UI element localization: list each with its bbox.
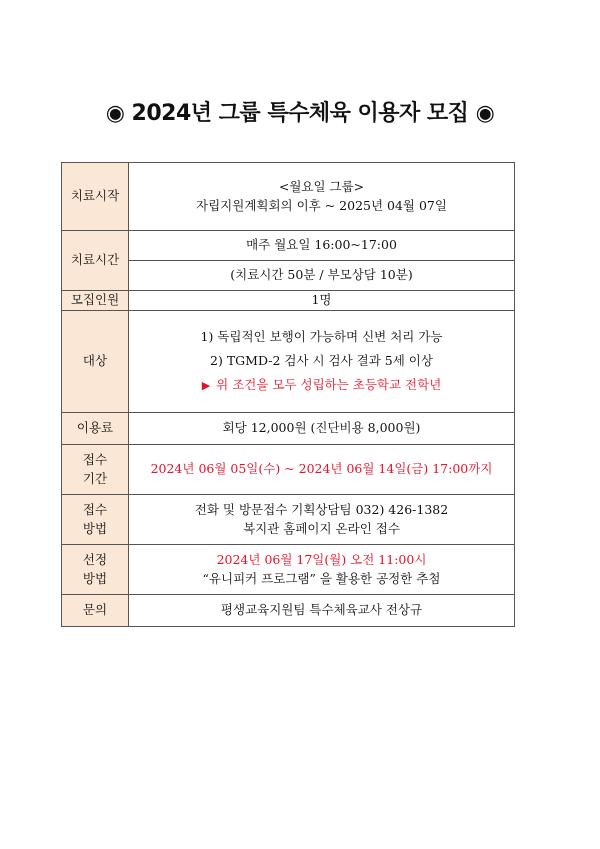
triangle-right-icon: ▶: [201, 379, 211, 392]
value-time-schedule: 매주 월요일 16:00~17:00: [129, 231, 515, 261]
value-select: [129, 545, 515, 595]
target-summary-text: 위 조건을 모두 성립하는 초등학교 전학년: [216, 377, 442, 392]
table-row: [62, 291, 515, 311]
value-contact: 평생교육지원팀 특수체육교사 전상규: [129, 595, 515, 627]
label-select: 선정 방법: [62, 545, 129, 595]
method-phone: 전화 및 방문접수 기획상담팀 032) 426-1382: [194, 502, 449, 518]
table-row: [62, 495, 515, 545]
start-period: 자립지원계획회의 이후 ~ 2025년 04월 07일: [196, 197, 447, 213]
label-period: 접수 기간: [62, 445, 129, 495]
label-fee: 이용료: [62, 413, 129, 445]
label-time: 치료시간: [62, 231, 129, 291]
table-row: [62, 311, 515, 413]
value-start: [129, 163, 515, 231]
label-people: 모집인원: [62, 291, 129, 311]
value-time-detail: (치료시간 50분 / 부모상담 10분): [129, 261, 515, 291]
table-row: [62, 445, 515, 495]
table-row: [62, 595, 515, 627]
value-period: 2024년 06월 05일(수) ~ 2024년 06월 14일(금) 17:00까지: [129, 445, 515, 495]
start-group: <월요일 그룹>: [278, 179, 365, 195]
table-row: [62, 545, 515, 595]
target-condition-1: 1) 독립적인 보행이 가능하며 신변 처리 가능: [200, 329, 443, 344]
label-target: 대상: [62, 311, 129, 413]
target-condition-2: 2) TGMD-2 검사 시 검사 결과 5세 이상: [210, 353, 433, 368]
select-method: “유니피커 프로그램” 을 활용한 공정한 추첨: [202, 570, 441, 586]
info-table: [61, 162, 515, 627]
value-target: [129, 311, 515, 413]
value-fee: 회당 12,000원 (진단비용 8,000원): [129, 413, 515, 445]
page-title: ◉ 2024년 그룹 특수체육 이용자 모집 ◉: [105, 101, 495, 126]
value-people: 1명: [129, 291, 515, 311]
value-method: [129, 495, 515, 545]
select-date: 2024년 06월 17일(월) 오전 11:00시: [216, 552, 427, 568]
table-row: [62, 163, 515, 231]
label-start: 치료시작: [62, 163, 129, 231]
label-method: 접수 방법: [62, 495, 129, 545]
table-row: [62, 231, 515, 261]
method-online: 복지관 홈페이지 온라인 접수: [243, 520, 400, 536]
target-summary: [129, 373, 514, 398]
label-contact: 문의: [62, 595, 129, 627]
table-row: [62, 413, 515, 445]
table-row: [62, 261, 515, 291]
